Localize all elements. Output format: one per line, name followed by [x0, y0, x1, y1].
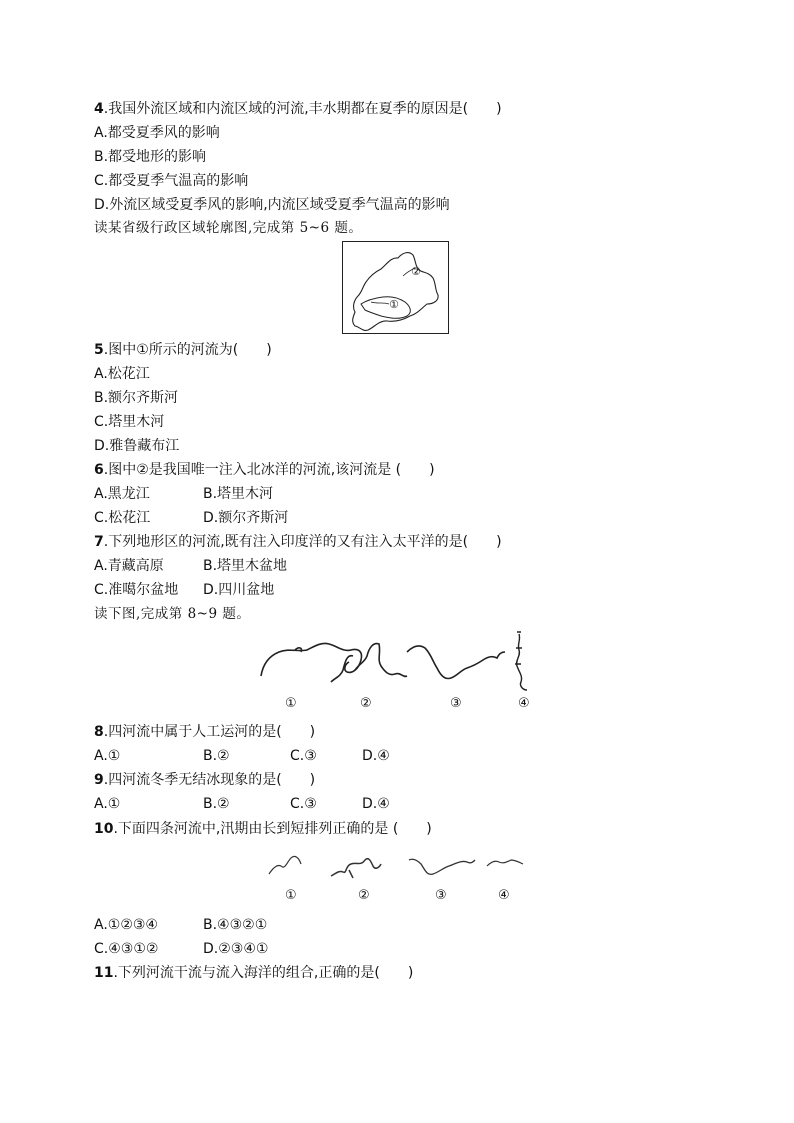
question-text: .我国外流区域和内流区域的河流,丰水期都在夏季的原因是( )	[103, 101, 502, 117]
question-number: 5	[94, 342, 104, 358]
question-8-stem	[94, 722, 315, 742]
river-3-shape	[407, 646, 505, 679]
option-a: A.黑龙江	[94, 486, 150, 502]
option-d: D.外流区域受夏季风的影响,内流区域受夏季气温高的影响	[94, 197, 450, 213]
option-a: A.都受夏季风的影响	[94, 125, 220, 141]
option-a: A.①	[94, 748, 121, 764]
option-c: C.准噶尔盆地	[94, 582, 179, 598]
question-number: 9	[94, 772, 104, 788]
figure-2-label-3: ③	[435, 888, 447, 903]
option-a: A.松花江	[94, 366, 150, 382]
option-d: D.雅鲁藏布江	[94, 438, 180, 454]
option-b: B.②	[203, 748, 230, 764]
basin-boundary	[361, 297, 410, 319]
question-text: .图中②是我国唯一注入北冰洋的河流,该河流是 ( )	[103, 462, 435, 478]
option-d: D.四川盆地	[203, 582, 275, 598]
option-b: B.额尔齐斯河	[94, 390, 179, 406]
option-b: B.塔里木河	[203, 486, 274, 502]
question-6-stem	[94, 460, 435, 480]
river-small-2-shape	[331, 859, 381, 878]
province-boundary	[353, 253, 438, 331]
option-a: A.①②③④	[94, 917, 158, 933]
option-b: B.②	[203, 796, 230, 812]
option-a: A.青藏高原	[94, 558, 164, 574]
question-number: 6	[94, 462, 104, 478]
river-small-3-shape	[409, 859, 475, 874]
option-d: D.额尔齐斯河	[203, 510, 289, 526]
question-text: .四河流中属于人工运河的是( )	[103, 724, 316, 740]
option-c: C.松花江	[94, 510, 151, 526]
question-number: 4	[94, 101, 104, 117]
option-c: C.③	[290, 796, 317, 812]
question-number: 7	[94, 534, 104, 550]
province-outline-svg	[343, 242, 448, 333]
option-d: D.④	[362, 796, 390, 812]
option-b: B.塔里木盆地	[203, 558, 288, 574]
option-c: C.都受夏季气温高的影响	[94, 173, 249, 189]
question-9-stem	[94, 770, 315, 790]
question-7-stem	[94, 532, 502, 552]
figure-2-label-4: ④	[498, 888, 510, 903]
option-d: D.④	[362, 748, 390, 764]
question-number: 8	[94, 724, 104, 740]
river-small-1-shape	[269, 856, 301, 874]
reading-instruction-8-9: 读下图,完成第 8~9 题。	[94, 606, 251, 622]
river-shapes-svg-1	[255, 628, 545, 694]
question-10-stem	[94, 819, 432, 839]
river-shapes-svg-2	[265, 848, 530, 884]
figure-1-label-3: ③	[450, 696, 462, 711]
map-label-2: ②	[411, 265, 421, 278]
reading-instruction-5-6: 读某省级行政区域轮廓图,完成第 5~6 题。	[94, 220, 363, 236]
figure-2-label-2: ②	[358, 888, 370, 903]
figure-1-label-4: ④	[518, 696, 530, 711]
option-d: D.②③④①	[203, 941, 269, 957]
option-a: A.①	[94, 796, 121, 812]
figure-1-label-2: ②	[360, 696, 372, 711]
option-c: C.③	[290, 748, 317, 764]
question-number: 10	[94, 821, 114, 837]
question-text: .四河流冬季无结冰现象的是( )	[103, 772, 316, 788]
river-1-line	[371, 302, 389, 304]
figure-2-label-1: ①	[285, 888, 297, 903]
province-outline-map	[342, 241, 449, 334]
question-text: .下面四条河流中,汛期由长到短排列正确的是 ( )	[113, 821, 432, 837]
river-4-shape	[515, 632, 527, 690]
option-b: B.④③②①	[203, 917, 268, 933]
question-text: .下列河流干流与流入海洋的组合,正确的是( )	[113, 965, 414, 981]
question-number: 11	[94, 965, 114, 981]
option-c: C.塔里木河	[94, 414, 165, 430]
question-4-stem	[94, 99, 502, 119]
map-label-1: ①	[389, 298, 399, 311]
option-b: B.都受地形的影响	[94, 149, 207, 165]
option-c: C.④③①②	[94, 941, 159, 957]
question-text: .下列地形区的河流,既有注入印度洋的又有注入太平洋的是( )	[103, 534, 502, 550]
river-small-4-shape	[487, 860, 523, 866]
question-11-stem	[94, 963, 413, 983]
river-shapes-figure-1	[255, 628, 545, 714]
river-shapes-figure-2	[265, 848, 530, 906]
question-text: .图中①所示的河流为( )	[103, 342, 272, 358]
question-5-stem	[94, 340, 272, 360]
figure-1-label-1: ①	[285, 696, 297, 711]
